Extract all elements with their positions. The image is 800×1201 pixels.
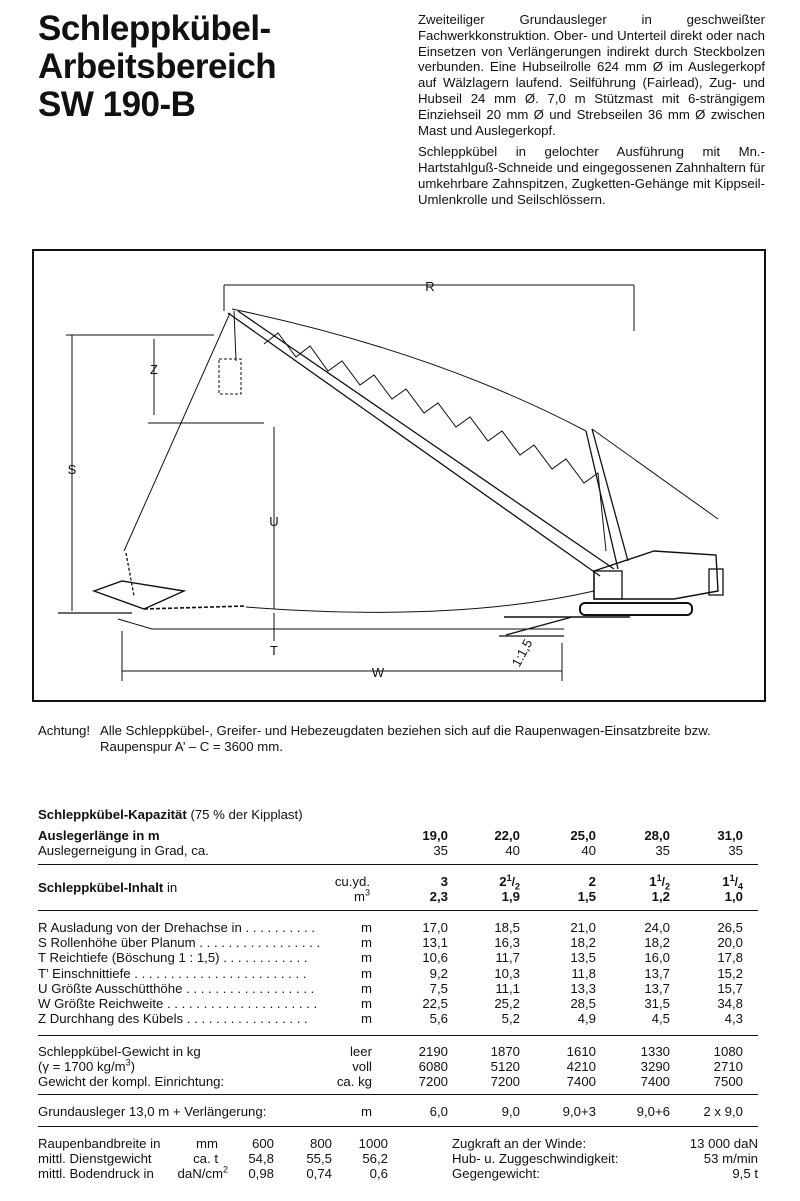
boom-length-label: Auslegerlänge in m [38,828,160,843]
dim-row-value: 24,0 [644,920,670,935]
weight-total-value: 7500 [713,1074,743,1089]
boom-length-5: 31,0 [717,828,743,843]
winch-label-2: Hub- u. Zuggeschwindigkeit: [452,1151,619,1166]
m3-1: 2,3 [429,889,448,904]
content-label-rest: in [166,880,178,895]
dim-row-value: 18,2 [570,935,596,951]
crawler-value: 55,5 [306,1151,332,1166]
dim-row-unit: m [361,1011,372,1027]
cuyd-5: $1^1/_4$ [722,873,743,892]
boom-length-1: 19,0 [422,828,448,843]
m3-5: 1,0 [724,889,743,904]
cuyd-2: $2^1/_2$ [499,873,520,892]
dim-row-value: 31,5 [644,996,670,1011]
m3-4: 1,2 [651,889,670,904]
unit-cuyd: cu.yd. [334,874,370,889]
dim-row-value: 15,7 [717,980,743,996]
divider [38,1035,758,1036]
dim-row-label: T Reichtiefe (Böschung 1 : 1,5) . . . . . . . . . . . . [38,950,308,966]
dim-row-value: 17,0 [422,920,448,935]
cuyd-3: 2 [588,874,596,889]
crawler-unit-2: ca. t [193,1151,218,1166]
dim-row-unit: m [361,950,372,966]
dim-row-value: 7,5 [429,980,448,996]
dim-row-unit: m [361,996,372,1011]
slope-line [506,617,572,635]
crawler-value: 800 [309,1136,332,1151]
dim-row-value: 17,8 [717,950,743,966]
dim-row-value: 5,6 [429,1011,448,1027]
boom-ext-value: 9,0+6 [636,1104,670,1119]
drag-chain [144,606,246,609]
label-t: T [270,643,278,658]
boom-angle-1: 35 [433,843,448,858]
dim-row-value: 13,5 [570,950,596,966]
dim-row-value: 21,0 [570,920,596,935]
content-label [38,880,177,895]
weight-full-value: 4210 [566,1059,596,1074]
capacity-title-bold: Schleppkübel-Kapazität [38,807,187,822]
hoist-rope [124,313,230,551]
weight-label-2: (γ = 1700 $kg/m^3$) [38,1057,136,1074]
dim-row-unit: m [361,965,372,981]
dim-row-label: W Größte Reichweite . . . . . . . . . . . . . . . . . . . . . [38,996,318,1011]
boom-ext-label: Grundausleger 13,0 m + Verlängerung: [38,1104,267,1119]
title-line-2: Arbeitsbereich [38,47,277,86]
dim-row-value: 13,7 [644,980,670,996]
dim-row-label: R Ausladung von der Drehachse in . . . . . . . . . . [38,920,316,935]
note-text: Alle Schleppkübel-, Greifer- und Hebezeugdaten beziehen sich auf die Raupenwagen-Einsatzbreite bzw. Raupenspur A’ – C = 3600 mm. [100,723,711,754]
crawler-value: 56,2 [362,1151,388,1166]
dim-row-value: 26,5 [717,920,743,935]
bucket-chain [126,553,134,596]
page-title [38,10,276,124]
working-range-diagram [32,249,766,702]
content-label-bold: Schleppkübel-Inhalt [38,880,164,895]
m3-3: 1,5 [577,889,596,904]
weight-empty-value: 1610 [566,1044,596,1059]
crawler-label-2: mittl. Dienstgewicht [38,1151,152,1166]
crawler-value: 0,74 [306,1166,332,1181]
winch-label-1: Zugkraft an der Winde: [452,1136,587,1151]
dim-row-unit: m [361,935,372,951]
unit-m3: $m^3$ [353,887,370,904]
dim-row-label: S Rollenhöhe über Planum . . . . . . . . . . . . . . . . . [38,935,321,951]
dim-row-value: 9,2 [429,965,448,981]
description-paragraph-1: Zweiteiliger Grundausleger in geschweißter Fachwerkkonstruktion. Ober- und Unterteil direkt oder nach Einsetzen von Verlängerungen indirekt durch Steckbolzen verbunden. Eine Hubseilrolle 624 mm Ø im Auslegerkopf auf Wälzlagern laufend. Seilführung (Fairlead), Zug- und Hubseil 24 mm Ø. 7,0 m Stützmast mit 6-strängigem Einziehseil 20 mm Ø und Strebseilen 36 mm Ø zwischen Mast und Auslegerkopf. [418,12,765,138]
weight-label-3: Gewicht der kompl. Einrichtung: [38,1074,225,1089]
weight-total-value: 7200 [490,1074,520,1089]
winch-value-3: 9,5 t [732,1166,758,1181]
description-paragraph-2: Schleppkübel in gelochter Ausführung mit Mn.-Hartstahlguß-Schneide und eingegossenen Zahnhaltern für umkehrbare Zahnspitzen, Zugketten-Gehänge mit Kippseil-Umlenkrolle und Seilschlössern. [418,144,765,207]
crawler-value: 0,6 [369,1166,388,1181]
boom-ext-value: 6,0 [429,1104,448,1119]
weight-unit-total: ca. kg [336,1074,372,1089]
crawler-value: 0,98 [248,1166,274,1181]
boom-ext-unit: m [361,1104,372,1119]
cuyd-4: $1^1/_2$ [649,873,670,892]
boom-ext-value: 9,0+3 [562,1104,596,1119]
dim-row-value: 10,6 [422,950,448,966]
boom-angle-2: 40 [505,843,520,858]
m3-2: 1,9 [501,889,520,904]
crawler-unit-1: mm [196,1136,218,1151]
title-line-3: SW 190-B [38,85,196,124]
winch-value-1: 13 000 daN [689,1136,758,1151]
boom-angle-label: Auslegerneigung in Grad, ca. [38,843,209,858]
dim-row-value: 11,8 [571,965,596,981]
title-line-1: Schleppkübel- [38,9,271,48]
label-w: W [371,665,385,680]
crawler-value: 1000 [358,1136,388,1151]
weight-unit-empty: leer [350,1044,372,1059]
weight-unit-full: voll [352,1059,372,1074]
weight-full-value: 6080 [418,1059,448,1074]
dim-row-value: 4,3 [724,1011,743,1027]
weight-total-value: 7400 [640,1074,670,1089]
label-z: Z [150,362,158,377]
crawler-unit-3: daN/$cm^2$ [177,1164,228,1181]
boom-length-3: 25,0 [570,828,596,843]
weight-empty-value: 1080 [713,1044,743,1059]
dim-row-value: 34,8 [717,996,743,1011]
dim-row-value: 5,2 [501,1011,520,1027]
crawler-label-3: mittl. Bodendruck in [38,1166,154,1181]
weight-empty-value: 1330 [640,1044,670,1059]
divider [38,910,758,911]
dim-row-value: 4,9 [577,1011,596,1027]
label-s: S [67,462,77,477]
boom-length-4: 28,0 [644,828,670,843]
weight-full-value: 3290 [640,1059,670,1074]
weight-total-value: 7400 [566,1074,596,1089]
dim-row-value: 18,5 [494,920,520,935]
label-u: U [269,514,279,529]
dim-row-value: 11,7 [495,950,520,966]
dim-row-value: 10,3 [494,965,520,981]
winch-value-2: 53 m/min [703,1151,758,1166]
label-slope: 1:1,5 [508,636,536,670]
label-r: R [425,279,435,294]
dim-row-unit: m [361,920,372,935]
dim-row-value: 25,2 [494,996,520,1011]
note-label: Achtung! [38,723,91,738]
capacity-title [38,807,303,822]
boom-angle-5: 35 [728,843,743,858]
description [418,12,765,214]
boom-chords [228,311,614,576]
drag-bucket [94,581,184,609]
weight-full-value: 5120 [490,1059,520,1074]
capacity-title-rest: (75 % der Kipplast) [190,807,303,822]
dim-row-unit: m [361,980,372,996]
boom-length-2: 22,0 [494,828,520,843]
suspension-rope [232,309,586,431]
dim-row-label: T’ Einschnittiefe . . . . . . . . . . . . . . . . . . . . . . . . [38,965,307,981]
dim-row-value: 13,3 [570,980,596,996]
boom-ext-value: 9,0 [501,1104,520,1119]
weight-empty-value: 1870 [490,1044,520,1059]
dim-row-value: 4,5 [651,1011,670,1027]
dim-row-value: 16,3 [494,935,520,951]
boom-ext-value: 2 x 9,0 [703,1104,743,1119]
crawler-value: 54,8 [248,1151,274,1166]
cuyd-1: 3 [440,874,448,889]
dim-row-value: 28,5 [570,996,596,1011]
dim-row-value: 16,0 [644,950,670,966]
dim-row-value: 18,2 [644,935,670,951]
crawler-track [580,603,692,615]
weight-empty-value: 2190 [418,1044,448,1059]
hanging-bucket [219,359,241,394]
dim-row-label: Z Durchhang des Kübels . . . . . . . . . . . . . . . . . [38,1011,308,1027]
dim-row-value: 22,5 [422,996,448,1011]
crawler-value: 600 [251,1136,274,1151]
machine-house [594,551,718,599]
boom-angle-4: 35 [655,843,670,858]
weight-total-value: 7200 [418,1074,448,1089]
winch-label-3: Gegengewicht: [452,1166,540,1181]
dim-row-value: 11,1 [495,980,520,996]
weight-full-value: 2710 [713,1059,743,1074]
dim-row-value: 20,0 [717,935,743,951]
divider [38,1126,758,1127]
dim-row-value: 13,7 [644,965,670,981]
dim-row-value: 15,2 [717,965,743,981]
dragline-drawing [34,251,764,700]
divider [38,864,758,865]
weight-label-1: Schleppkübel-Gewicht in kg [38,1044,201,1059]
dim-row-value: 13,1 [422,935,448,951]
divider [38,1094,758,1095]
boom-angle-3: 40 [581,843,596,858]
crawler-label-1: Raupenbandbreite in [38,1136,161,1151]
mast-stay [592,429,718,519]
ground-slope [118,619,564,629]
drag-rope [246,591,594,612]
dim-row-label: U Größte Ausschütthöhe . . . . . . . . . . . . . . . . . . [38,980,315,996]
